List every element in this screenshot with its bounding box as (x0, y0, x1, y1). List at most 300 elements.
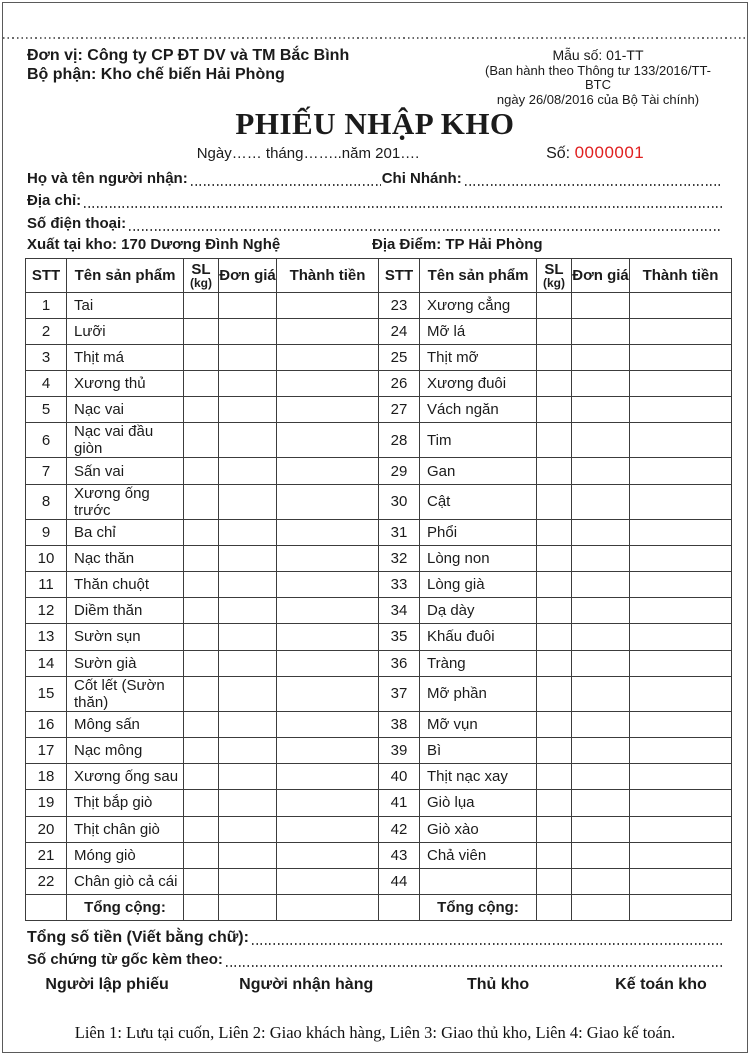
quantity-cell (537, 545, 572, 571)
unit-price-cell (572, 572, 630, 598)
product-name-cell: Mỡ lá (420, 318, 537, 344)
row-number-cell: 3 (26, 344, 67, 370)
col-header-quantity-line2: (kg) (543, 275, 565, 290)
amount-cell (630, 816, 732, 842)
row-number-cell: 8 (26, 484, 67, 519)
row-number-cell: 4 (26, 371, 67, 397)
row-number-cell: 27 (379, 397, 420, 423)
amount-cell (630, 598, 732, 624)
amount-cell (630, 397, 732, 423)
quantity-cell (184, 676, 219, 711)
row-number-cell: 32 (379, 545, 420, 571)
product-name-cell: Mỡ phần (420, 676, 537, 711)
table-row (26, 816, 732, 842)
amount-cell (630, 737, 732, 763)
warehouse-row (27, 234, 723, 257)
unit-price-cell (219, 737, 277, 763)
quantity-cell (184, 344, 219, 370)
amount-in-words-fill-line[interactable] (249, 930, 723, 948)
perforation-dotted-line (3, 37, 747, 39)
row-number-cell: 14 (26, 650, 67, 676)
unit-price-cell (572, 397, 630, 423)
product-name-cell: Khấu đuôi (420, 624, 537, 650)
unit-price-cell (572, 764, 630, 790)
amount-cell (277, 423, 379, 458)
amount-cell (277, 676, 379, 711)
col-header-amount: Thành tiền (277, 258, 379, 292)
form-header (27, 46, 723, 107)
product-name-cell: Diềm thăn (67, 598, 184, 624)
amount-cell (277, 519, 379, 545)
row-number-cell: 37 (379, 676, 420, 711)
document-number (546, 143, 644, 163)
quantity-cell (537, 764, 572, 790)
row-number-cell: 18 (26, 764, 67, 790)
unit-price-cell (219, 764, 277, 790)
unit-price-cell (572, 676, 630, 711)
product-name-cell: Sườn sụn (67, 624, 184, 650)
quantity-cell (537, 598, 572, 624)
form-issued-line1: (Ban hành theo Thông tư 133/2016/TT-BTC (484, 62, 711, 92)
product-name-cell: Chả viên (420, 842, 537, 868)
quantity-cell (537, 737, 572, 763)
quantity-cell (537, 842, 572, 868)
quantity-cell (537, 484, 572, 519)
amount-cell (630, 711, 732, 737)
product-name-cell: Xương đuôi (420, 371, 537, 397)
attached-documents-row (27, 948, 723, 971)
row-number-cell: 43 (379, 842, 420, 868)
product-name-cell: Phổi (420, 519, 537, 545)
row-number-cell: 39 (379, 737, 420, 763)
form-issued-line2: ngày 26/08/2016 của Bộ Tài chính) (496, 91, 700, 107)
unit-price-cell (219, 816, 277, 842)
product-name-cell: Xương thủ (67, 371, 184, 397)
row-number-cell: 20 (26, 816, 67, 842)
phone-label: Số điện thoại: (27, 214, 127, 232)
amount-cell (277, 292, 379, 318)
row-number-cell: 2 (26, 318, 67, 344)
row-number-cell: 16 (26, 711, 67, 737)
amount-cell (630, 423, 732, 458)
row-number-cell: 6 (26, 423, 67, 458)
total-quantity-cell (537, 895, 572, 921)
amount-cell (277, 842, 379, 868)
amount-cell (277, 711, 379, 737)
product-name-cell: Lưỡi (67, 318, 184, 344)
table-row (26, 790, 732, 816)
quantity-cell (184, 572, 219, 598)
address-label: Địa chỉ: (27, 192, 82, 209)
quantity-cell (537, 711, 572, 737)
col-header-unit-price: Đơn giá (219, 258, 277, 292)
unit-price-cell (572, 292, 630, 318)
company-department: Bộ phận: Kho chế biến Hải Phòng (27, 66, 285, 83)
row-number-cell: 5 (26, 397, 67, 423)
row-number-cell: 11 (26, 572, 67, 598)
unit-price-cell (219, 423, 277, 458)
attached-documents-label: Số chứng từ gốc kèm theo: (27, 951, 223, 969)
table-row (26, 572, 732, 598)
product-name-cell: Tim (420, 423, 537, 458)
quantity-cell (184, 650, 219, 676)
col-header-stt: STT (26, 258, 67, 292)
quantity-cell (184, 764, 219, 790)
product-name-cell: Lòng già (420, 572, 537, 598)
row-number-cell: 31 (379, 519, 420, 545)
unit-price-cell (572, 868, 630, 894)
row-number-cell: 38 (379, 711, 420, 737)
company-block (27, 46, 349, 107)
quantity-cell (537, 344, 572, 370)
table-row (26, 842, 732, 868)
row-number-cell: 25 (379, 344, 420, 370)
product-name-cell: Sườn già (67, 650, 184, 676)
quantity-cell (184, 816, 219, 842)
row-number-cell: 33 (379, 572, 420, 598)
unit-price-cell (572, 598, 630, 624)
row-number-cell: 7 (26, 458, 67, 484)
quantity-cell (184, 842, 219, 868)
amount-cell (277, 790, 379, 816)
product-name-cell: Nạc mông (67, 737, 184, 763)
quantity-cell (537, 292, 572, 318)
product-name-cell: Bì (420, 737, 537, 763)
unit-price-cell (572, 484, 630, 519)
form-sheet (2, 2, 748, 1053)
quantity-cell (184, 371, 219, 397)
total-unit-price-cell (219, 895, 277, 921)
col-header-quantity (537, 258, 572, 292)
unit-price-cell (572, 842, 630, 868)
table-row (26, 292, 732, 318)
total-empty-cell (379, 895, 420, 921)
row-number-cell: 22 (26, 868, 67, 894)
amount-cell (277, 572, 379, 598)
table-row (26, 318, 732, 344)
product-name-cell: Thăn chuột (67, 572, 184, 598)
row-number-cell: 30 (379, 484, 420, 519)
unit-price-cell (219, 868, 277, 894)
branch-fill-line[interactable] (462, 171, 723, 189)
products-table-body (26, 292, 732, 921)
amount-cell (277, 318, 379, 344)
row-number-cell: 15 (26, 676, 67, 711)
total-amount-cell (630, 895, 732, 921)
amount-cell (277, 458, 379, 484)
recipient-row (27, 166, 723, 189)
row-number-cell: 36 (379, 650, 420, 676)
subtitle-row (3, 142, 747, 166)
date-line: Ngày…… tháng……..năm 201…. (196, 145, 420, 162)
unit-price-cell (572, 545, 630, 571)
quantity-cell (537, 458, 572, 484)
amount-cell (630, 344, 732, 370)
unit-price-cell (219, 790, 277, 816)
amount-cell (277, 816, 379, 842)
row-number-cell: 44 (379, 868, 420, 894)
quantity-cell (537, 423, 572, 458)
product-name-cell: Nạc vai (67, 397, 184, 423)
product-name-cell: Sấn vai (67, 458, 184, 484)
unit-price-cell (219, 344, 277, 370)
amount-cell (277, 545, 379, 571)
product-name-cell: Tràng (420, 650, 537, 676)
quantity-cell (537, 371, 572, 397)
table-row (26, 764, 732, 790)
quantity-cell (184, 423, 219, 458)
amount-cell (277, 484, 379, 519)
product-name-cell: Thịt má (67, 344, 184, 370)
product-name-cell: Gan (420, 458, 537, 484)
amount-cell (630, 292, 732, 318)
amount-cell (277, 624, 379, 650)
signature-storekeeper: Thủ kho (466, 976, 530, 994)
table-row (26, 650, 732, 676)
quantity-cell (184, 318, 219, 344)
warehouse-label: Xuất tại kho: 170 Dương Đình Nghệ (27, 235, 281, 253)
signature-preparer: Người lập phiếu (45, 976, 169, 994)
amount-cell (630, 318, 732, 344)
unit-price-cell (219, 371, 277, 397)
quantity-cell (184, 624, 219, 650)
address-row (27, 189, 723, 212)
product-name-cell (420, 868, 537, 894)
form-number: Mẫu số: 01-TT (552, 47, 644, 63)
phone-fill-line[interactable] (126, 216, 723, 234)
branch-label: Chi Nhánh: (381, 169, 462, 187)
product-name-cell: Móng giò (67, 842, 184, 868)
amount-cell (277, 344, 379, 370)
col-header-quantity (184, 258, 219, 292)
quantity-cell (184, 598, 219, 624)
total-quantity-cell (184, 895, 219, 921)
unit-price-cell (219, 711, 277, 737)
quantity-cell (184, 292, 219, 318)
quantity-cell (537, 318, 572, 344)
product-name-cell: Xương cẳng (420, 292, 537, 318)
row-number-cell: 40 (379, 764, 420, 790)
table-row (26, 598, 732, 624)
unit-price-cell (572, 790, 630, 816)
unit-price-cell (219, 292, 277, 318)
product-name-cell: Xương ống trước (67, 484, 184, 519)
product-name-cell: Cốt lết (Sườn thăn) (67, 676, 184, 711)
quantity-cell (537, 790, 572, 816)
amount-cell (630, 572, 732, 598)
table-row (26, 737, 732, 763)
phone-row (27, 211, 723, 234)
unit-price-cell (219, 572, 277, 598)
product-name-cell: Thịt chân giò (67, 816, 184, 842)
col-header-quantity-line1: SL (544, 260, 564, 278)
table-row (26, 371, 732, 397)
unit-price-cell (572, 318, 630, 344)
product-name-cell: Mỡ vụn (420, 711, 537, 737)
row-number-cell: 41 (379, 790, 420, 816)
amount-cell (277, 868, 379, 894)
col-header-amount: Thành tiền (630, 258, 732, 292)
col-header-unit-price: Đơn giá (572, 258, 630, 292)
amount-cell (277, 371, 379, 397)
row-number-cell: 13 (26, 624, 67, 650)
products-table (25, 258, 732, 922)
product-name-cell: Lòng non (420, 545, 537, 571)
quantity-cell (537, 519, 572, 545)
amount-cell (630, 519, 732, 545)
amount-cell (277, 397, 379, 423)
unit-price-cell (219, 397, 277, 423)
table-row (26, 519, 732, 545)
row-number-cell: 23 (379, 292, 420, 318)
table-row (26, 676, 732, 711)
product-name-cell: Tai (67, 292, 184, 318)
unit-price-cell (219, 519, 277, 545)
total-label: Tổng cộng: (420, 895, 537, 921)
row-number-cell: 21 (26, 842, 67, 868)
quantity-cell (184, 519, 219, 545)
row-number-cell: 17 (26, 737, 67, 763)
product-name-cell: Nạc thăn (67, 545, 184, 571)
amount-cell (277, 598, 379, 624)
quantity-cell (537, 650, 572, 676)
product-name-cell: Chân giò cả cái (67, 868, 184, 894)
table-header-row (26, 258, 732, 292)
col-header-product: Tên sản phẩm (67, 258, 184, 292)
form-number-block (473, 46, 723, 107)
unit-price-cell (219, 598, 277, 624)
table-row (26, 545, 732, 571)
unit-price-cell (572, 458, 630, 484)
quantity-cell (184, 545, 219, 571)
table-row (26, 868, 732, 894)
table-total-row (26, 895, 732, 921)
product-name-cell: Thịt mỡ (420, 344, 537, 370)
location-label: Địa Điểm: TP Hải Phòng (372, 235, 543, 253)
recipient-fill-line[interactable] (188, 171, 382, 189)
unit-price-cell (572, 371, 630, 397)
total-label: Tổng cộng: (67, 895, 184, 921)
row-number-cell: 10 (26, 545, 67, 571)
row-number-cell: 34 (379, 598, 420, 624)
total-unit-price-cell (572, 895, 630, 921)
row-number-cell: 35 (379, 624, 420, 650)
amount-cell (630, 764, 732, 790)
amount-cell (277, 764, 379, 790)
col-header-quantity-line1: SL (191, 260, 211, 278)
unit-price-cell (219, 484, 277, 519)
row-number-cell: 19 (26, 790, 67, 816)
signature-accountant: Kế toán kho (615, 976, 707, 994)
quantity-cell (537, 624, 572, 650)
product-name-cell: Giò xào (420, 816, 537, 842)
unit-price-cell (572, 650, 630, 676)
table-row (26, 624, 732, 650)
signatures-row (13, 976, 737, 994)
unit-price-cell (572, 816, 630, 842)
quantity-cell (184, 458, 219, 484)
quantity-cell (184, 397, 219, 423)
unit-price-cell (219, 318, 277, 344)
product-name-cell: Cật (420, 484, 537, 519)
amount-cell (630, 790, 732, 816)
row-number-cell: 26 (379, 371, 420, 397)
row-number-cell: 9 (26, 519, 67, 545)
recipient-label: Họ và tên người nhận: (27, 169, 188, 187)
product-name-cell: Vách ngăn (420, 397, 537, 423)
copies-note: Liên 1: Lưu tại cuốn, Liên 2: Giao khách hàng, Liên 3: Giao thủ kho, Liên 4: Giao kế toán. (74, 1023, 676, 1042)
company-unit: Đơn vị: Công ty CP ĐT DV và TM Bắc Bình (27, 47, 350, 64)
product-name-cell: Nạc vai đầu giòn (67, 423, 184, 458)
unit-price-cell (572, 344, 630, 370)
amount-cell (630, 842, 732, 868)
total-amount-cell (277, 895, 379, 921)
amount-cell (630, 458, 732, 484)
amount-in-words-label: Tổng số tiền (Viết bằng chữ): (27, 928, 249, 946)
row-number-cell: 1 (26, 292, 67, 318)
amount-in-words-row (27, 925, 723, 948)
table-row (26, 344, 732, 370)
product-name-cell: Ba chỉ (67, 519, 184, 545)
table-row (26, 711, 732, 737)
quantity-cell (184, 737, 219, 763)
product-name-cell: Giò lụa (420, 790, 537, 816)
unit-price-cell (219, 650, 277, 676)
attached-documents-fill-line[interactable] (223, 952, 723, 970)
unit-price-cell (219, 842, 277, 868)
unit-price-cell (219, 624, 277, 650)
row-number-cell: 28 (379, 423, 420, 458)
signature-receiver: Người nhận hàng (239, 976, 374, 994)
product-name-cell: Thịt bắp giò (67, 790, 184, 816)
quantity-cell (537, 572, 572, 598)
document-number-label: Số: (546, 145, 571, 162)
unit-price-cell (219, 545, 277, 571)
quantity-cell (184, 484, 219, 519)
quantity-cell (537, 397, 572, 423)
row-number-cell: 42 (379, 816, 420, 842)
unit-price-cell (572, 624, 630, 650)
unit-price-cell (219, 458, 277, 484)
amount-cell (630, 868, 732, 894)
row-number-cell: 12 (26, 598, 67, 624)
quantity-cell (537, 868, 572, 894)
amount-cell (630, 371, 732, 397)
col-header-quantity-line2: (kg) (190, 275, 212, 290)
amount-cell (630, 545, 732, 571)
total-empty-cell (26, 895, 67, 921)
unit-price-cell (572, 711, 630, 737)
amount-cell (277, 737, 379, 763)
quantity-cell (537, 676, 572, 711)
address-fill-line[interactable] (81, 193, 723, 211)
quantity-cell (184, 711, 219, 737)
table-row (26, 397, 732, 423)
col-header-product: Tên sản phẩm (420, 258, 537, 292)
table-row (26, 458, 732, 484)
unit-price-cell (219, 676, 277, 711)
unit-price-cell (572, 519, 630, 545)
product-name-cell: Thịt nạc xay (420, 764, 537, 790)
unit-price-cell (572, 423, 630, 458)
amount-cell (277, 650, 379, 676)
form-title: PHIẾU NHẬP KHO (235, 106, 515, 141)
table-row (26, 423, 732, 458)
unit-price-cell (572, 737, 630, 763)
document-number-value: 0000001 (574, 143, 645, 162)
amount-cell (630, 676, 732, 711)
row-number-cell: 29 (379, 458, 420, 484)
